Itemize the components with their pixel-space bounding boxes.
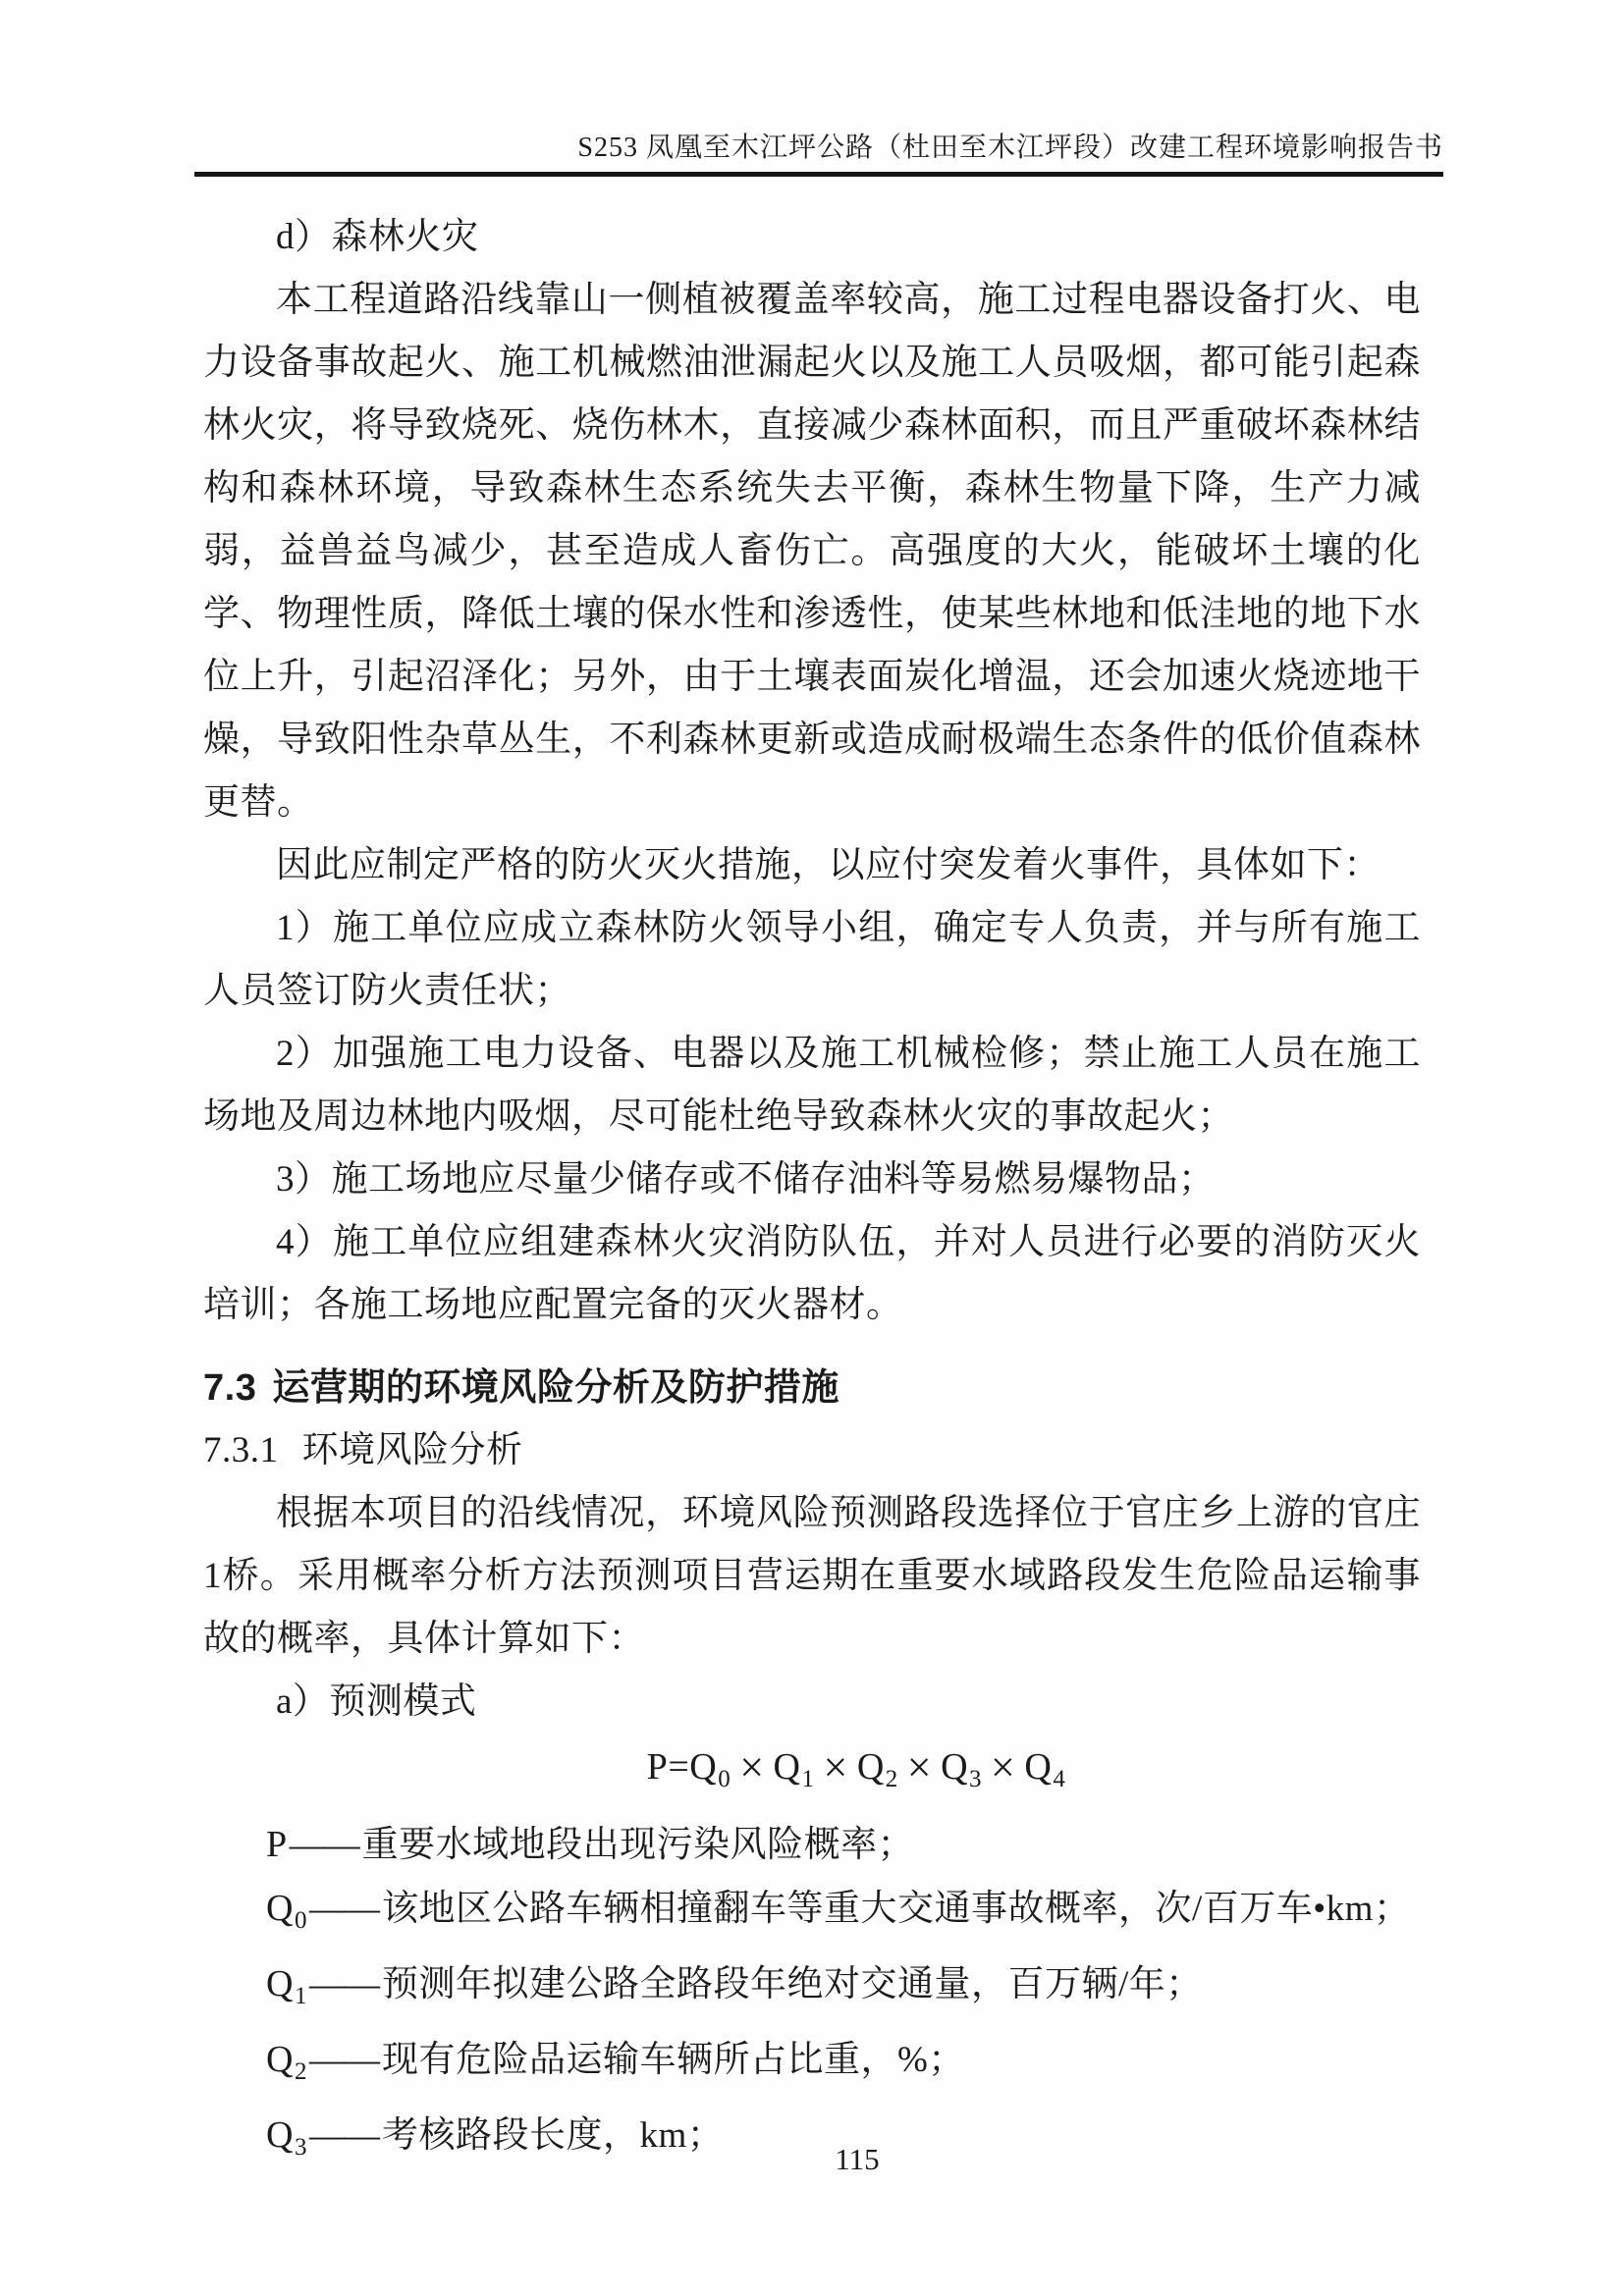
definition-subscript: 1 xyxy=(294,1983,307,2009)
formula-term: Q xyxy=(941,1746,969,1788)
heading-title: 运营期的环境风险分析及防护措施 xyxy=(272,1367,839,1409)
definition-symbol: P xyxy=(266,1824,288,1865)
page-header xyxy=(194,128,1443,177)
formula-term: Q xyxy=(689,1746,718,1788)
definition-dash: —— xyxy=(308,2115,378,2156)
definition-symbol: Q xyxy=(266,1888,294,1929)
body-paragraph: 4）施工单位应组建森林火灾消防队伍，并对人员进行必要的消防灭火培训；各施工场地应配置完备的灭火器材。 xyxy=(203,1222,1421,1325)
header-rule xyxy=(194,172,1443,177)
definition-text: 该地区公路车辆相撞翻车等重大交通事故概率，次/百万车•km； xyxy=(381,1889,1411,1929)
formula-subscript: 0 xyxy=(718,1766,731,1792)
definition-text: 预测年拟建公路全路段年绝对交通量，百万辆/年； xyxy=(381,1964,1203,2004)
definition-subscript: 2 xyxy=(294,2058,307,2085)
document-body xyxy=(203,206,1421,2179)
definition-line xyxy=(203,2028,1421,2104)
body-paragraph: 1）施工单位应成立森林防火领导小组，确定专人负责，并与所有施工人员签订防火责任状； xyxy=(203,908,1421,1011)
definition-subscript: 0 xyxy=(294,1907,307,1934)
formula-term: Q xyxy=(773,1746,801,1788)
formula-line xyxy=(247,1735,1465,1811)
definition-dash: —— xyxy=(308,1889,378,1929)
formula-subscript: 4 xyxy=(1053,1766,1066,1792)
definition-line xyxy=(203,1813,1421,1877)
heading-number: 7.3 xyxy=(203,1367,257,1409)
definition-line xyxy=(203,1877,1421,1952)
definition-symbol: Q xyxy=(266,2039,294,2080)
formula-term: Q xyxy=(1024,1746,1053,1788)
formula-term: = xyxy=(668,1746,690,1788)
labeled-item: d）森林火灾 xyxy=(276,217,479,257)
multiplication-operator: × xyxy=(739,1743,765,1791)
definition-text: 现有危险品运输车辆所占比重，%； xyxy=(381,2040,965,2080)
formula-term: P xyxy=(646,1746,669,1788)
multiplication-operator: × xyxy=(906,1743,933,1791)
formula-term: Q xyxy=(856,1746,885,1788)
body-paragraph: 3）施工场地应尽量少储存或不储存油料等易燃易爆物品； xyxy=(276,1159,1216,1200)
definition-subscript: 3 xyxy=(294,2134,307,2161)
definition-text: 考核路段长度，km； xyxy=(381,2115,725,2156)
definition-symbol: Q xyxy=(266,2114,294,2156)
subsection-heading xyxy=(203,1419,1421,1482)
body-paragraph: 2）加强施工电力设备、电器以及施工机械检修；禁止施工人员在施工场地及周边林地内吸烟，尽可能杜绝导致森林火灾的事故起火； xyxy=(203,1034,1421,1137)
definition-dash: —— xyxy=(308,2040,378,2080)
multiplication-operator: × xyxy=(823,1743,848,1791)
body-paragraph: 根据本项目的沿线情况，环境风险预测路段选择位于官庄乡上游的官庄1桥。采用概率分析方法预测项目营运期在重要水域路段发生危险品运输事故的概率，具体计算如下： xyxy=(203,1493,1421,1659)
section-heading xyxy=(203,1357,1421,1419)
formula-subscript: 1 xyxy=(801,1766,815,1792)
definition-text: 重要水域地段出现污染风险概率； xyxy=(361,1825,915,1865)
body-paragraph: 因此应制定严格的防火灭火措施，以应付突发着火事件，具体如下： xyxy=(276,845,1380,885)
heading-number: 7.3.1 xyxy=(203,1430,279,1470)
heading-title: 环境风险分析 xyxy=(301,1430,523,1470)
running-header-title: S253 凤凰至木江坪公路（杜田至木江坪段）改建工程环境影响报告书 xyxy=(577,133,1443,163)
formula-subscript: 2 xyxy=(885,1766,898,1792)
page-number: 115 xyxy=(835,2142,880,2176)
multiplication-operator: × xyxy=(991,1743,1016,1791)
definition-dash: —— xyxy=(289,1825,358,1865)
body-paragraph: 本工程道路沿线靠山一侧植被覆盖率较高，施工过程电器设备打火、电力设备事故起火、施工机械燃油泄漏起火以及施工人员吸烟，都可能引起森林火灾，将导致烧死、烧伤林木，直接减少森林面积，而且严重破坏森林结构和森林环境，导致森林生态系统失去平衡，森林生物量下降，生产力减弱，益兽益鸟减少，甚至造成人畜伤亡。高强度的大火，能破坏土壤的化学、物理性质，降低土壤的保水性和渗透性，使某些林地和低洼地的地下水位上升，引起沼泽化；另外，由于土壤表面炭化增温，还会加速火烧迹地干燥，导致阳性杂草丛生，不利森林更新或造成耐极端生态条件的低价值森林更替。 xyxy=(203,280,1421,823)
definition-symbol: Q xyxy=(266,1963,294,2004)
labeled-item: a）预测模式 xyxy=(276,1682,477,1722)
definition-line xyxy=(203,1952,1421,2028)
formula-subscript: 3 xyxy=(969,1766,983,1792)
definition-dash: —— xyxy=(308,1964,378,2004)
page-footer xyxy=(0,2142,1624,2177)
